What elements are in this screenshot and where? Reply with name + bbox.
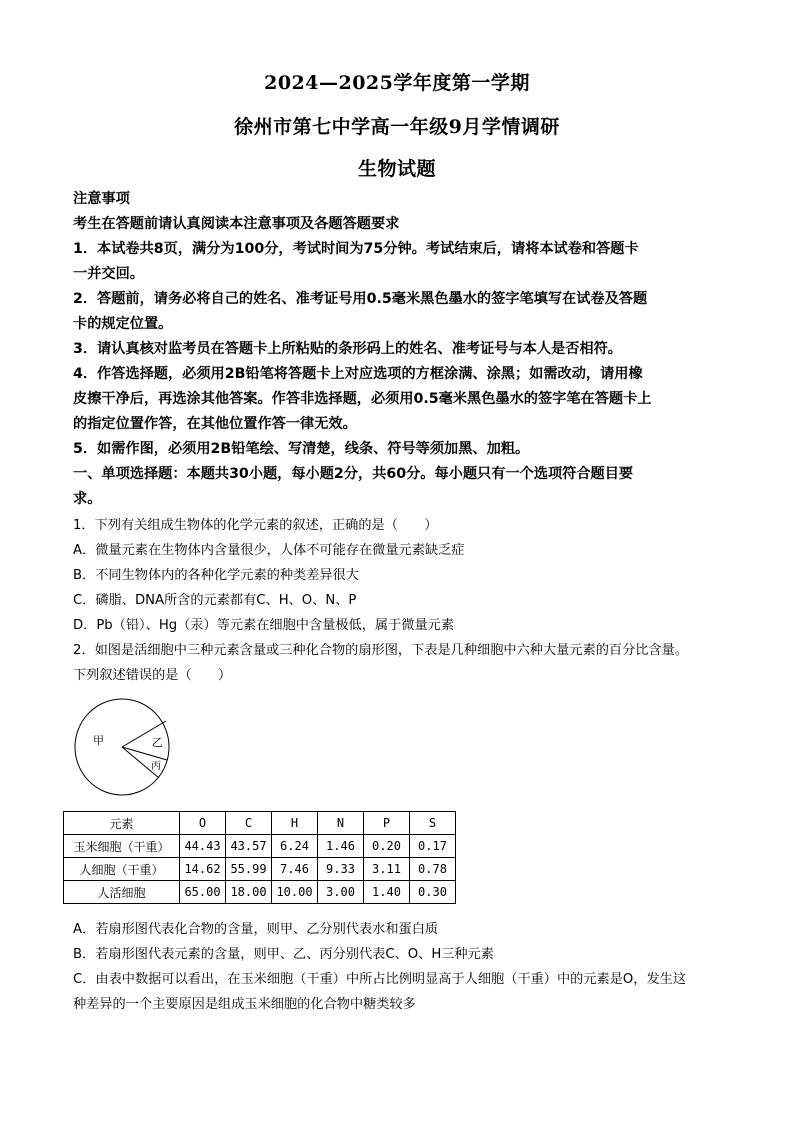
- notice-item-2-cont: 卡的规定位置。: [73, 316, 173, 332]
- notice-item-4-cont-2: 的指定位置作答，在其他位置作答一律无效。: [73, 416, 357, 432]
- q2-stem-cont: 下列叙述错误的是（ ）: [73, 668, 232, 683]
- q1-stem: 1．下列有关组成生物体的化学元素的叙述，正确的是（ ）: [73, 518, 438, 533]
- table-header-row: [64, 812, 456, 835]
- table-cell: 3.00: [318, 881, 364, 904]
- table-header-cell: S: [410, 812, 456, 835]
- table-header-cell: 元素: [64, 812, 180, 835]
- table-cell: 人细胞（干重）: [64, 858, 180, 881]
- notice-item-2: 2．答题前，请务必将自己的姓名、准考证号用0.5毫米黑色墨水的签字笔填写在试卷及答题: [73, 291, 648, 307]
- q1-option-d: D．Pb（铅）、Hg（汞）等元素在细胞中含量极低，属于微量元素: [73, 618, 455, 633]
- pie-diagram: [72, 697, 184, 801]
- pie-label-bing: 丙: [151, 761, 161, 772]
- notice-intro: 考生在答题前请认真阅读本注意事项及各题答题要求: [73, 216, 400, 232]
- notice-item-1-cont: 一并交回。: [73, 266, 144, 282]
- notice-item-5: 5．如需作图，必须用2B铅笔绘、写清楚，线条、符号等须加黑、加粗。: [73, 441, 530, 457]
- table-cell: 玉米细胞（干重）: [64, 835, 180, 858]
- q1-option-b: B．不同生物体内的各种化学元素的种类差异很大: [73, 568, 359, 583]
- table-cell: 65.00: [180, 881, 226, 904]
- table-cell: 6.24: [272, 835, 318, 858]
- q2-option-a: A．若扇形图代表化合物的含量，则甲、乙分别代表水和蛋白质: [73, 922, 439, 937]
- table-header-cell: N: [318, 812, 364, 835]
- table-cell: 1.40: [364, 881, 410, 904]
- exam-school-title: 徐州市第七中学高一年级9月学情调研: [234, 116, 560, 138]
- q2-stem: 2．如图是活细胞中三种元素含量或三种化合物的扇形图，下表是几种细胞中六种大量元素的百分比含量。: [73, 643, 689, 658]
- section-heading: 一、单项选择题：本题共30小题，每小题2分，共60分。每小题只有一个选项符合题目要: [73, 466, 634, 482]
- table-cell: 人活细胞: [64, 881, 180, 904]
- exam-year-title: 2024—2025学年度第一学期: [264, 72, 530, 94]
- exam-subject-title: 生物试题: [357, 158, 436, 180]
- notice-item-4-cont-1: 皮擦干净后，再选涂其他答案。作答非选择题，必须用0.5毫米黑色墨水的签字笔在答题卡上: [73, 391, 652, 407]
- table-cell: 9.33: [318, 858, 364, 881]
- table-cell: 10.00: [272, 881, 318, 904]
- q2-option-b: B．若扇形图代表元素的含量，则甲、乙、丙分别代表C、O、H三种元素: [73, 947, 494, 962]
- pie-label-jia: 甲: [93, 734, 104, 747]
- table-cell: 43.57: [226, 835, 272, 858]
- table-header-cell: P: [364, 812, 410, 835]
- q2-option-c-cont: 种差异的一个主要原因是组成玉米细胞的化合物中糖类较多: [73, 997, 416, 1012]
- table-cell: 55.99: [226, 858, 272, 881]
- notice-item-3: 3．请认真核对监考员在答题卡上所粘贴的条形码上的姓名、准考证号与本人是否相符。: [73, 341, 622, 357]
- notice-item-1: 1．本试卷共8页，满分为100分，考试时间为75分钟。考试结束后，请将本试卷和答题卡: [73, 241, 639, 257]
- table-header-cell: O: [180, 812, 226, 835]
- element-table: [63, 811, 456, 904]
- table-cell: 3.11: [364, 858, 410, 881]
- notice-item-4: 4．作答选择题，必须用2B铅笔将答题卡上对应选项的方框涂满、涂黑；如需改动，请用橡: [73, 366, 643, 382]
- table-cell: 18.00: [226, 881, 272, 904]
- table-cell: 0.20: [364, 835, 410, 858]
- table-row: [64, 881, 456, 904]
- table-cell: 0.17: [410, 835, 456, 858]
- section-heading-cont: 求。: [73, 491, 102, 507]
- pie-label-yi: 乙: [152, 736, 163, 749]
- q1-option-c: C．磷脂、DNA所含的元素都有C、H、O、N、P: [73, 593, 357, 608]
- q2-option-c: C．由表中数据可以看出，在玉米细胞（干重）中所占比例明显高于人细胞（干重）中的元素是O，发生这: [73, 972, 687, 987]
- table-header-cell: H: [272, 812, 318, 835]
- table-row: [64, 858, 456, 881]
- table-header-cell: C: [226, 812, 272, 835]
- notice-heading: 注意事项: [73, 191, 130, 207]
- table-cell: 14.62: [180, 858, 226, 881]
- table-cell: 7.46: [272, 858, 318, 881]
- table-cell: 44.43: [180, 835, 226, 858]
- table-cell: 0.30: [410, 881, 456, 904]
- q1-option-a: A．微量元素在生物体内含量很少，人体不可能存在微量元素缺乏症: [73, 543, 465, 558]
- table-cell: 0.78: [410, 858, 456, 881]
- table-row: [64, 835, 456, 858]
- table-cell: 1.46: [318, 835, 364, 858]
